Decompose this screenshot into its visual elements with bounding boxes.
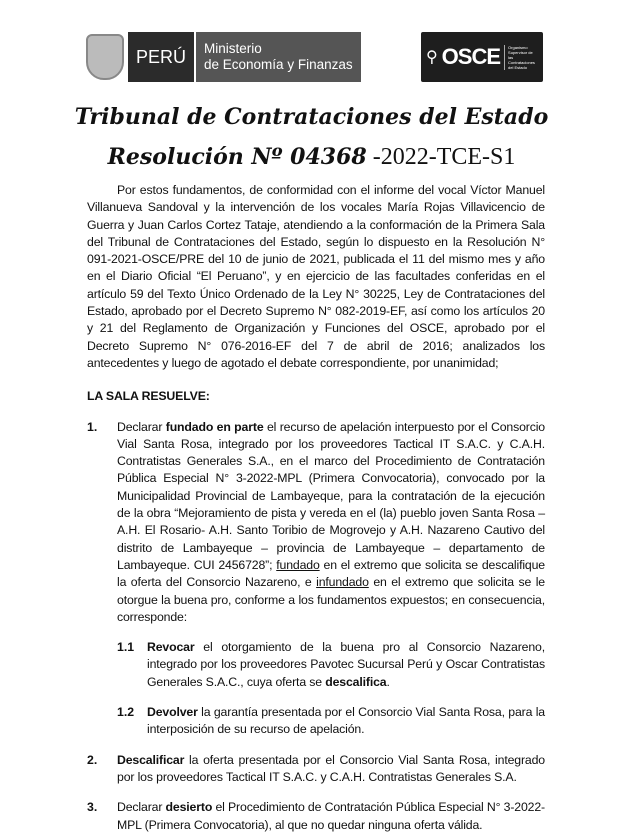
page-header (0, 0, 623, 100)
bold-text: Devolver (147, 705, 198, 720)
sub-resolution-item (117, 704, 545, 739)
bold-text: Revocar (147, 640, 195, 655)
text-segment: el otorgamiento de la buena pro al Consorcio Nazareno, integrado por los proveedores Pavotec Sucursal Perú y Oscar Contratistas Generales S.A.C., cuya oferta se (147, 640, 545, 689)
resolve-heading: LA SALA RESUELVE: (87, 389, 210, 404)
item-text (117, 799, 545, 834)
resolution-number-italic: Resolución Nº 04368 (107, 144, 367, 170)
bold-text: descalifica (325, 674, 387, 689)
text-segment: el Procedimiento de Contratación Pública Especial N° 3-2022-MPL (Primera Convocatoria), al que no quedar ninguna oferta válida. (117, 800, 545, 832)
osce-logo-text: OSCE (441, 44, 501, 69)
peru-mef-logo (86, 32, 361, 82)
item-number: 1. (87, 419, 98, 434)
document-body (87, 182, 545, 834)
item-number: 2. (87, 752, 98, 767)
text-segment: el recurso de apelación interpuesto por el Consorcio Vial Santa Rosa, integrado por los proveedores Tactical IT S.A.C. y C.A.H. Contratistas Generales S.A., en el marco del Procedimiento de Contratación Pública Especial N° 3-2022-MPL (Primera Convocatoria), convocado por la Municipalidad Provincial de Lambayeque, para la contratación de la ejecución de la obra “Mejoramiento de pista y vereda en el (la) pueblo joven Santa Rosa – A.H. El Rosario- A.H. Santo Toribio de Mogrovejo y A.H. Nazareno Cautivo del distrito de Lambayeque – provincia de Lambayeque – departamento de Lambayeque. CUI 2456728”; (117, 419, 545, 572)
ministry-line2: de Economía y Finanzas (204, 57, 353, 72)
text-segment: en el extremo que solicita se le otorgue la buena pro, conforme a los fundamentos expuestos; en consecuencia, corresponde: (117, 575, 545, 624)
intro-paragraph: Por estos fundamentos, de conformidad con el informe del vocal Víctor Manuel Villanueva Sandoval y la intervención de los vocales María Rojas Villavicencio de Guerra y Juan Carlos Cortez Tataje, atendiendo a la conformación de la Primera Sala del Tribunal de Contrataciones del Estado, según lo dispuesto en la Resolución N° 091-2021-OSCE/PRE del 10 de junio de 2021, publicada el 11 del mismo mes y año en el Diario Oficial “El Peruano”, y en ejercicio de las facultades conferidas en el artículo 59 del Texto Único Ordenado de la Ley N° 30225, Ley de Contrataciones del Estado, aprobado por el Decreto Supremo N° 082-2019-EF, así como los artículos 20 y 21 del Reglamento de Organización y Funciones del OSCE, aprobado por el Decreto Supremo N° 076-2016-EF del 7 de abril de 2016; analizados los antecedentes y luego de agotado el debate correspondiente, por unanimidad; (87, 183, 545, 370)
bold-text: fundado en parte (165, 419, 264, 434)
text-segment: la garantía presentada por el Consorcio Vial Santa Rosa, para la interposición de su recurso de apelación. (147, 705, 545, 737)
resolution-number (0, 142, 623, 172)
text-segment: la oferta presentada por el Consorcio Vial Santa Rosa, integrado por los proveedores Tactical IT S.A.C. y C.A.H. Contratistas Generales S.A. (117, 752, 545, 784)
ministry-name (196, 32, 361, 82)
text-segment: en el extremo que solicita se descalifique la oferta del Consorcio Nazareno, e (117, 557, 545, 590)
bold-text: desierto (165, 800, 213, 815)
text-segment: . (386, 674, 390, 689)
peru-logo-text: PERÚ (128, 32, 194, 82)
resolution-list (87, 419, 545, 834)
ministry-line1: Ministerio (204, 41, 262, 56)
item-text (147, 704, 545, 739)
item-number: 3. (87, 800, 98, 815)
text-segment: Declarar (117, 800, 166, 815)
magnifier-icon: ⚲ (425, 49, 438, 66)
item-number: 1.2 (117, 705, 135, 720)
resolution-item (87, 419, 545, 627)
item-text (117, 419, 545, 627)
item-text (117, 752, 545, 787)
text-segment: Declarar (117, 419, 166, 434)
item-number: 1.1 (117, 640, 135, 655)
resolution-item (87, 752, 545, 787)
osce-logo (421, 32, 543, 82)
resolution-item (87, 799, 545, 834)
sub-resolution-item (117, 639, 545, 691)
item-text (147, 639, 545, 691)
osce-subtitle: Organismo Supervisor de las Contrataciones del Estado (504, 45, 538, 70)
resolution-number-suffix: -2022-TCE-S1 (366, 144, 516, 170)
underlined-text: fundado (276, 557, 320, 572)
underlined-text: infundado (316, 575, 369, 590)
coat-of-arms-icon (86, 34, 124, 80)
document-title: Tribunal de Contrataciones del Estado (74, 104, 549, 130)
bold-text: Descalificar (117, 752, 185, 767)
